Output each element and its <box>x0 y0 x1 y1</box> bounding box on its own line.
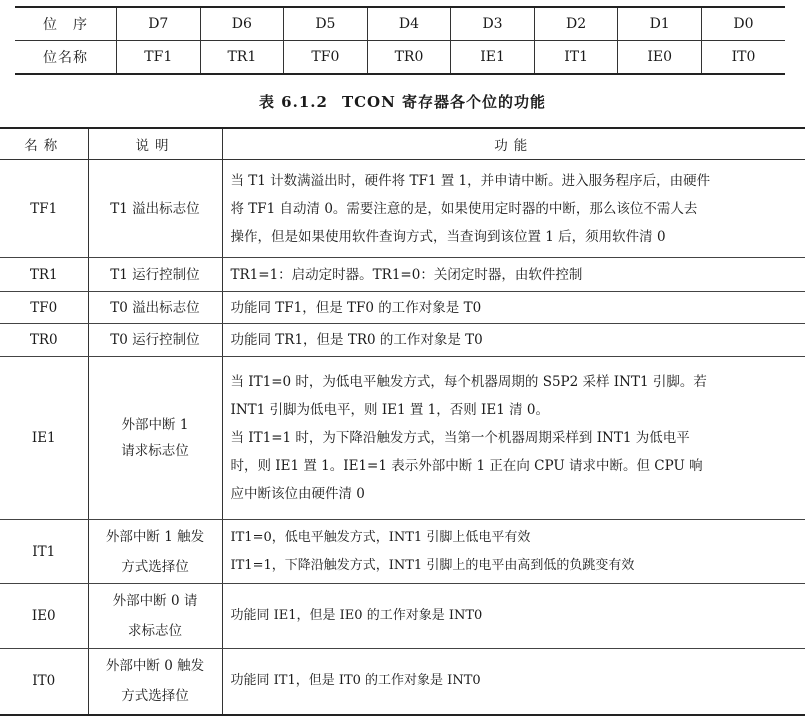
description-line: T1 溢出标志位 <box>110 200 200 217</box>
function-line: 应中断该位由硬件清 0 <box>230 486 365 502</box>
function-line: 功能同 TF1，但是 TF0 的工作对象是 T0 <box>230 299 482 316</box>
header-name: 名称 <box>0 128 88 160</box>
row-label-name: 位名称 <box>15 41 117 75</box>
bit-name-cell: TF0 <box>284 41 368 75</box>
bit-description <box>88 160 222 258</box>
bit-position-cell: D7 <box>117 7 201 41</box>
tcon-function-table <box>0 127 805 716</box>
description-line: 外部中断 0 请 <box>112 593 198 609</box>
table-title: TCON 寄存器各个位的功能 <box>341 93 547 111</box>
description-line: 求标志位 <box>128 623 182 639</box>
bit-description <box>88 520 222 584</box>
bit-description <box>88 324 222 357</box>
bit-position-cell: D6 <box>200 7 284 41</box>
table-row-tf0 <box>0 292 805 324</box>
bit-function <box>222 324 805 357</box>
bit-name-cell: TR0 <box>367 41 451 75</box>
bit-name-cell: IT0 <box>701 41 785 75</box>
table-header-row <box>0 128 805 160</box>
bit-description <box>88 292 222 324</box>
table-row-tf1 <box>0 160 805 258</box>
bit-name-cell: TF1 <box>117 41 201 75</box>
description-line: 方式选择位 <box>121 688 189 705</box>
bit-name-cell: IT1 <box>534 41 618 75</box>
table-row-it1 <box>0 520 805 584</box>
bit-name: IE1 <box>0 357 88 520</box>
header-description: 说明 <box>88 128 222 160</box>
function-line: IT1=1，下降沿触发方式，INT1 引脚上的电平由高到低的负跳变有效 <box>230 557 635 573</box>
bit-name: IT1 <box>0 520 88 584</box>
table-row-ie1 <box>0 357 805 520</box>
function-line: 当 IT1=1 时，为下降沿触发方式，当第一个机器周期采样到 INT1 为低电平 <box>230 430 690 446</box>
bit-position-cell: D2 <box>534 7 618 41</box>
description-line: 外部中断 1 触发 <box>105 528 205 545</box>
bit-position-cell: D4 <box>367 7 451 41</box>
bit-name-cell: IE1 <box>451 41 535 75</box>
function-line: 将 TF1 自动清 0。需要注意的是，如果使用定时器的中断，那么该位不需人去 <box>230 200 698 217</box>
function-line: INT1 引脚为低电平，则 IE1 置 1，否则 IE1 清 0。 <box>230 402 550 418</box>
bit-description <box>88 584 222 649</box>
bit-function <box>222 520 805 584</box>
bit-name-cell: TR1 <box>200 41 284 75</box>
table-row-it0 <box>0 649 805 715</box>
row-label-position: 位 序 <box>15 7 117 41</box>
bit-function <box>222 649 805 715</box>
function-line: 当 T1 计数满溢出时，硬件将 TF1 置 1，并申请中断。进入服务程序后，由硬件 <box>230 172 711 189</box>
bit-description <box>88 357 222 520</box>
bit-position-table <box>15 6 785 75</box>
bit-position-row <box>15 7 785 41</box>
bit-position-cell: D5 <box>284 7 368 41</box>
table-row-ie0 <box>0 584 805 649</box>
bit-name: TF1 <box>0 160 88 258</box>
description-line: T0 运行控制位 <box>110 332 200 348</box>
bit-position-cell: D1 <box>618 7 702 41</box>
description-line: T0 溢出标志位 <box>110 299 200 316</box>
function-line: TR1=1：启动定时器。TR1=0：关闭定时器，由软件控制 <box>230 266 583 283</box>
bit-description <box>88 649 222 715</box>
description-line: 请求标志位 <box>121 443 189 459</box>
function-line: 功能同 IE1，但是 IE0 的工作对象是 INT0 <box>230 608 483 623</box>
function-line: 时，则 IE1 置 1。IE1=1 表示外部中断 1 正在向 CPU 请求中断。但 CPU 响 <box>230 458 703 474</box>
bit-name: TF0 <box>0 292 88 324</box>
bit-position-cell: D3 <box>451 7 535 41</box>
bit-function <box>222 258 805 292</box>
bit-function <box>222 584 805 649</box>
function-line: 功能同 TR1，但是 TR0 的工作对象是 T0 <box>230 332 483 348</box>
table-row-tr0 <box>0 324 805 357</box>
table-row-tr1 <box>0 258 805 292</box>
description-line: 外部中断 1 <box>121 417 189 433</box>
function-line: IT1=0，低电平触发方式，INT1 引脚上低电平有效 <box>230 529 531 545</box>
description-line: T1 运行控制位 <box>110 266 200 283</box>
bit-name: TR1 <box>0 258 88 292</box>
table-caption <box>0 91 805 112</box>
bit-name: IE0 <box>0 584 88 649</box>
bit-name: IT0 <box>0 649 88 715</box>
header-function: 功能 <box>222 128 805 160</box>
bit-name: TR0 <box>0 324 88 357</box>
bit-description <box>88 258 222 292</box>
bit-function <box>222 292 805 324</box>
description-line: 外部中断 0 触发 <box>105 658 205 675</box>
bit-name-cell: IE0 <box>618 41 702 75</box>
description-line: 方式选择位 <box>121 558 189 575</box>
bit-function <box>222 160 805 258</box>
function-line: 功能同 IT1，但是 IT0 的工作对象是 INT0 <box>230 673 481 689</box>
bit-name-row <box>15 41 785 75</box>
bit-position-cell: D0 <box>701 7 785 41</box>
bit-function <box>222 357 805 520</box>
function-line: 当 IT1=0 时，为低电平触发方式，每个机器周期的 S5P2 采样 INT1 引脚。若 <box>230 374 707 390</box>
function-line: 操作，但是如果使用软件查询方式，当查询到该位置 1 后，须用软件清 0 <box>230 228 666 245</box>
table-number: 表 6.1.2 <box>258 93 328 111</box>
